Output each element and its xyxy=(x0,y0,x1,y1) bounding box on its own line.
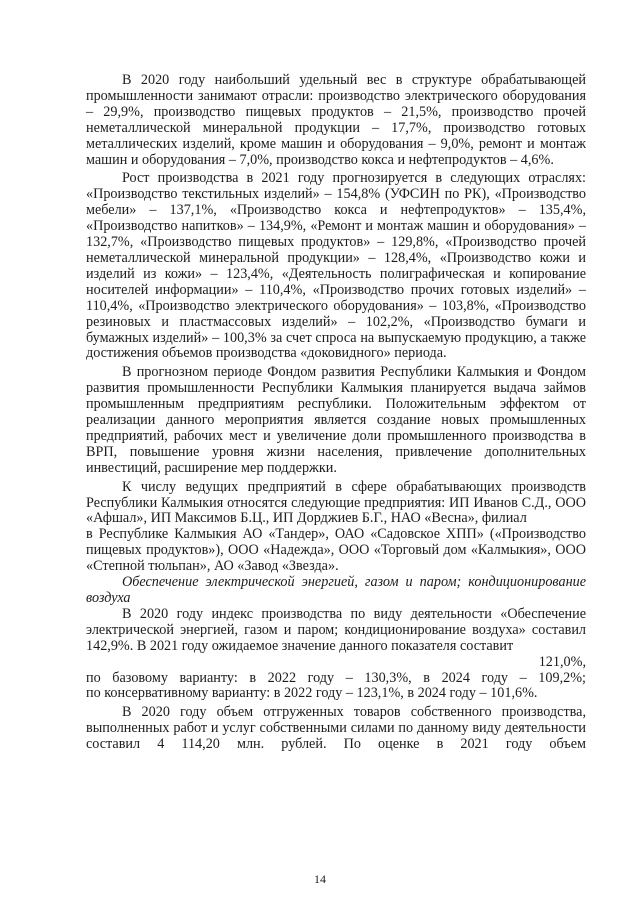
enterprises-text-part1: К числу ведущих предприятий в сфере обрабатывающих производств Республики Калмыкия относятся следующие предприятия: ИП Иванов С.Д., ООО «Афшал», ИП Максимов Б.Ц., ИП Дорджиев Б.Г., НАО «Весна», филиал xyxy=(86,478,586,527)
energy-conservative-variant: по консервативному варианту: в 2022 году – 123,1%, в 2024 году – 101,6%. xyxy=(86,685,538,702)
paragraph-energy-index xyxy=(86,607,586,655)
paragraph-shipped-goods: В 2020 году объем отгруженных товаров собственного производства, выполненных работ и услуг собственными силами по данному виду деятельности составил 4 114,20 млн. рублей. По оценке в 2021 году объем xyxy=(86,704,586,753)
body-text xyxy=(86,73,586,753)
paragraph-leading-enterprises xyxy=(86,480,586,528)
energy-base-variant: по базовому варианту: в 2022 году – 130,3%, в 2024 году – 109,2%; xyxy=(86,669,586,686)
section-heading-energy: Обеспечение электрической энергией, газом и паром; кондиционирование воздуха xyxy=(86,574,586,606)
energy-index-value: 121,0%, xyxy=(538,653,586,670)
page-number: 14 xyxy=(314,872,326,886)
energy-index-text: В 2020 году индекс производства по виду деятельности «Обеспечение электрической энергией, газом и паром; кондиционирование воздуха» составил 142,9%. В 2021 году ожидаемое значение данного показателя составит xyxy=(86,605,586,654)
paragraph-development-fund: В прогнозном периоде Фондом развития Республики Калмыкия и Фондом развития промышленности Республики Калмыкия планируется выдача займов промышленным предприятиям республики. Положительным эффектом от реализации данного мероприятия является создание новых промышленных предприятий, рабочих мест и увеличение доли промышленного производства в ВРП, повышение уровня жизни населения, привлечение дополнительных инвестиций, расширение мер поддержки. xyxy=(86,364,586,476)
paragraph-growth-forecast: Рост производства в 2021 году прогнозируется в следующих отраслях: «Производство текстильных изделий» – 154,8% (УФСИН по РК), «Производство мебели» – 137,1%, «Производство кокса и нефтепродуктов» – 135,4%, «Производство напитков» – 134,9%, «Ремонт и монтаж машин и оборудования» – 132,7%, «Производство пищевых продуктов» – 129,8%, «Производство прочей неметаллической минеральной продукции» – 128,4%, «Производство кожи и изделий из кожи» – 123,4%, «Деятельность полиграфическая и копирование носителей информации» – 110,4%, «Производство прочих готовых изделий» – 110,4%, «Производство электрического оборудования» – 103,8%, «Производство резиновых и пластмассовых изделий» – 102,2%, «Производство бумаги и бумажных изделий» – 100,3% за счет спроса на выпускаемую продукцию, а также достижения объемов производства «доковидного» периода. xyxy=(86,170,586,362)
paragraph-industry-structure: В 2020 году наибольший удельный вес в структуре обрабатывающей промышленности занимают отрасли: производство электрического оборудования – 29,9%, производство пищевых продуктов – 21,5%, производство прочей неметаллической минеральной продукции – 17,7%, производство готовых металлических изделий, кроме машин и оборудования – 9,0%, ремонт и монтаж машин и оборудования – 7,0%, производство кокса и нефтепродуктов – 4,6%. xyxy=(86,72,586,168)
paragraph-leading-enterprises-cont: в Республике Калмыкия АО «Тандер», ОАО «Садовское ХПП» («Производство пищевых продуктов»), ООО «Надежда», ООО «Торговый дом «Калмыкия», ООО «Степной тюльпан», АО «Завод «Звезда». xyxy=(86,526,586,575)
